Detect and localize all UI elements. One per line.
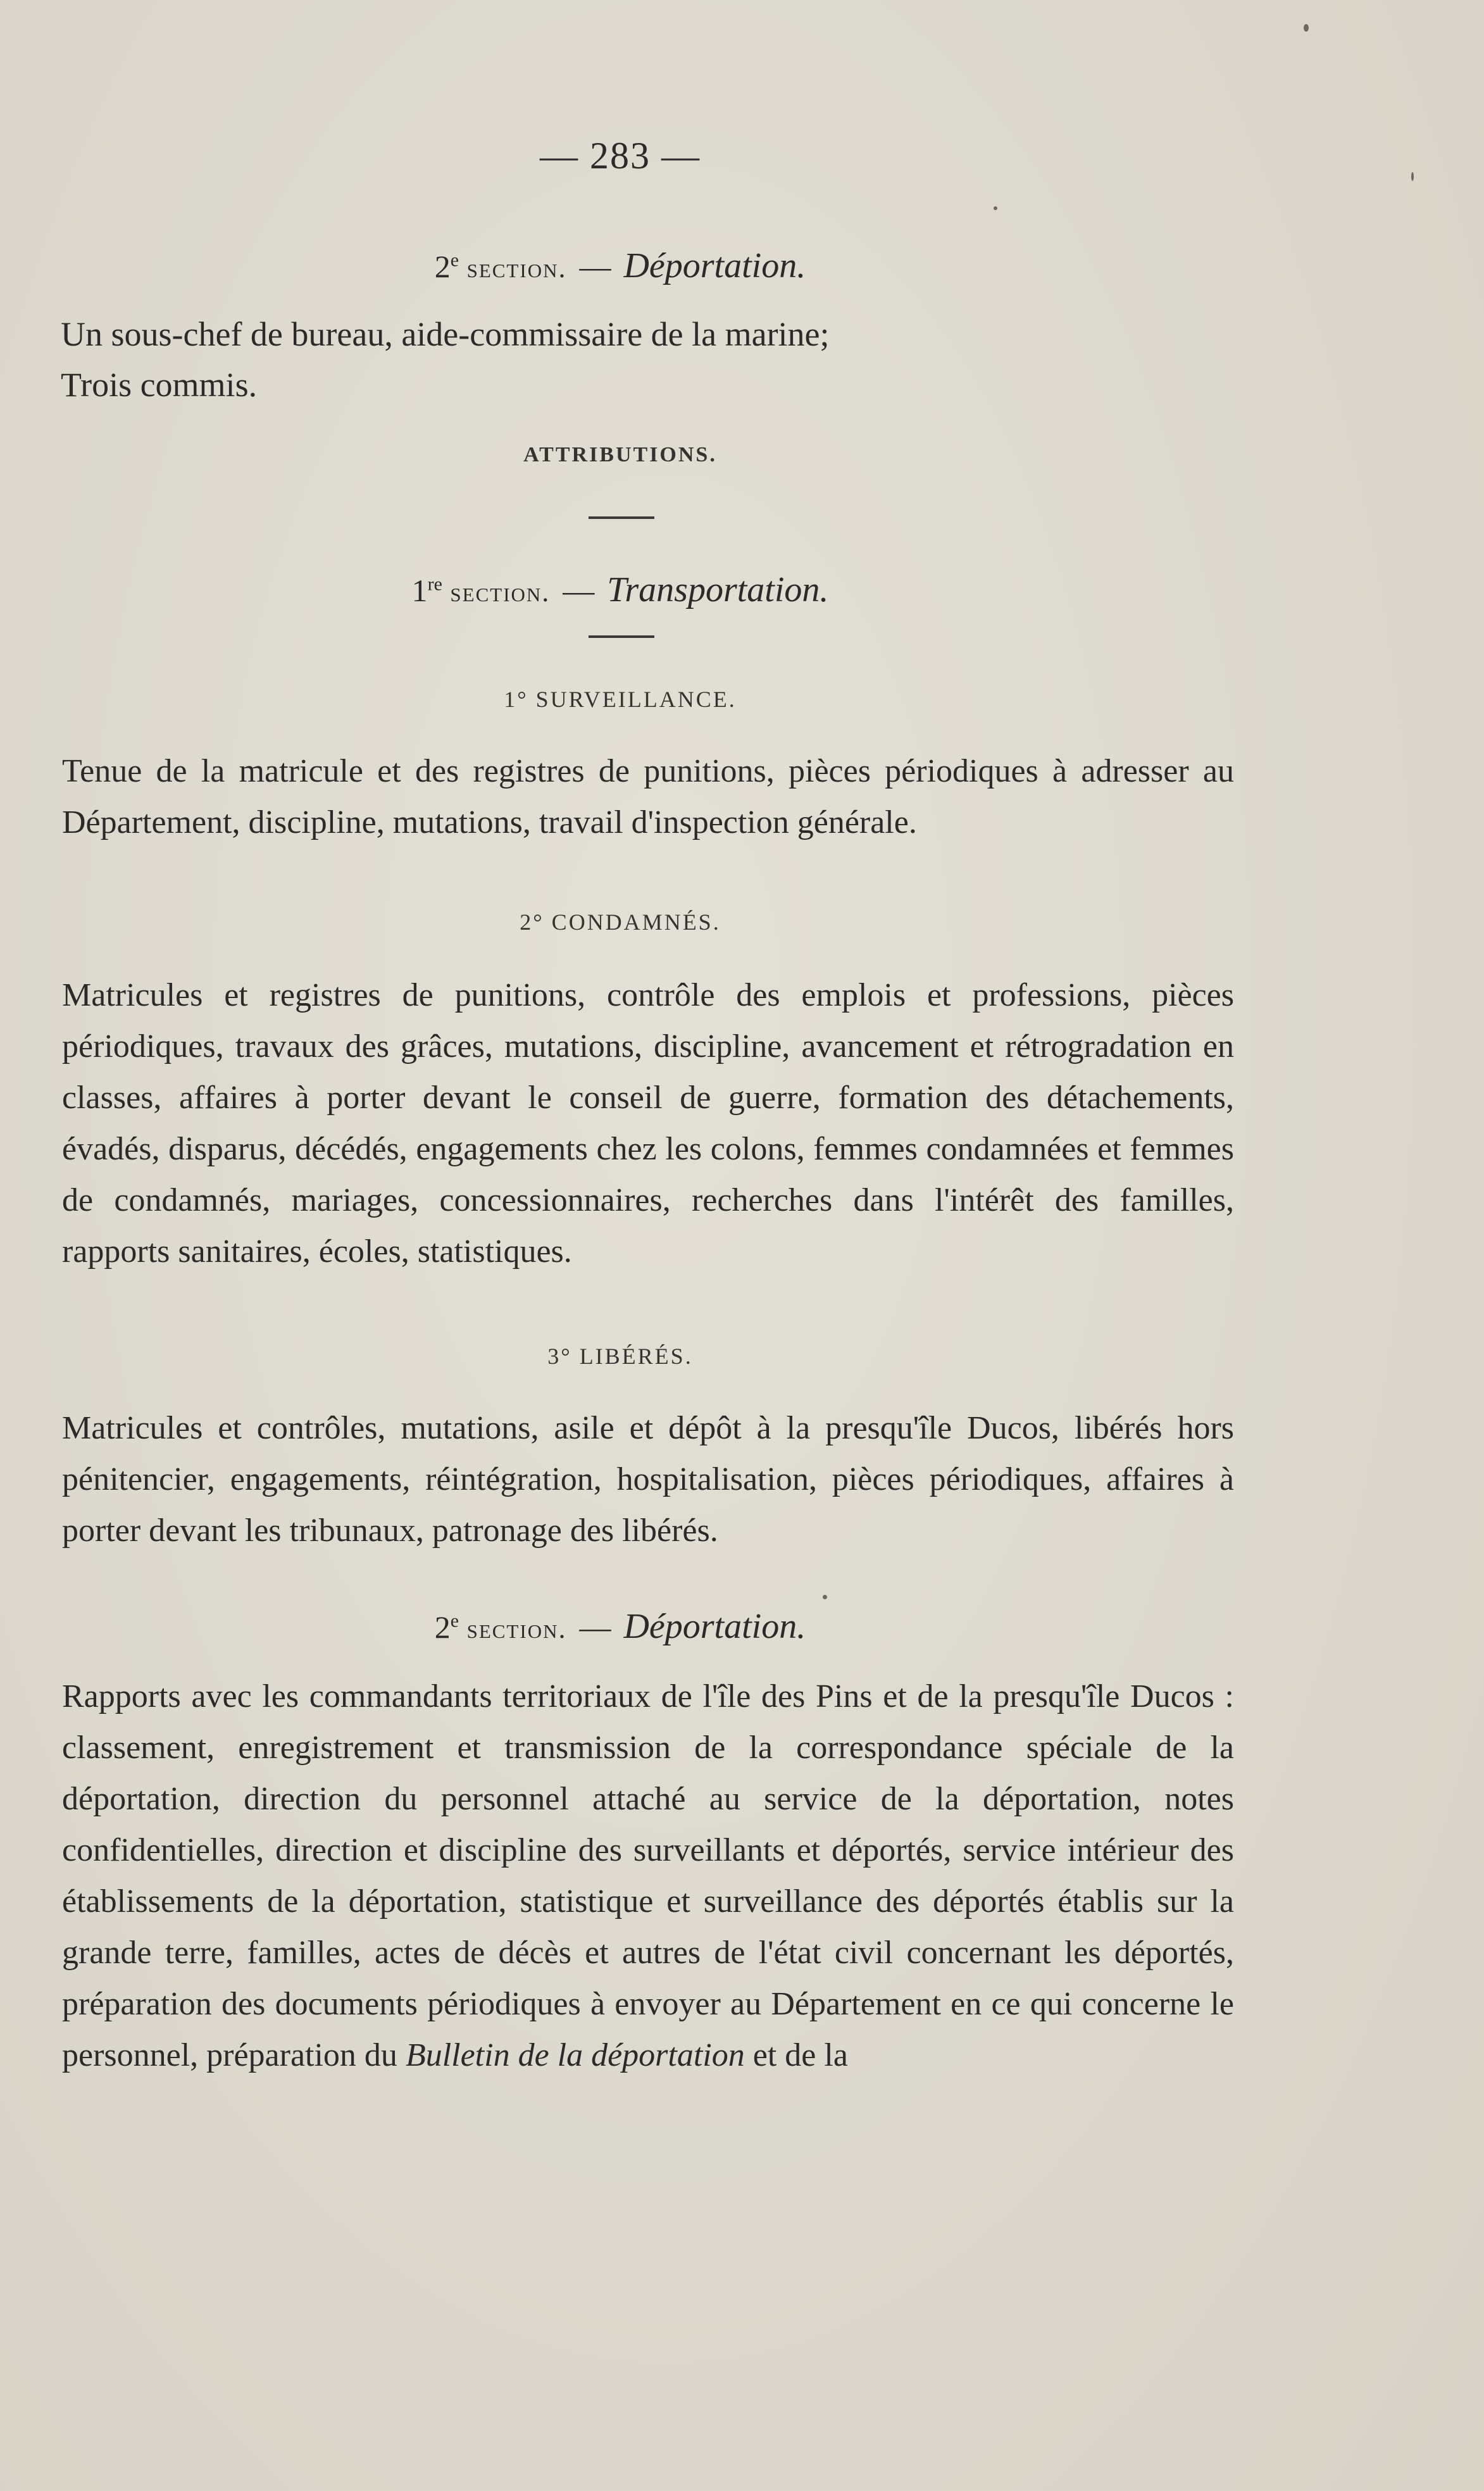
staff-line: Un sous-chef de bureau, aide-commissaire de la marine; [61, 315, 830, 353]
ink-speck [1411, 172, 1414, 181]
section-label: section. [450, 577, 551, 608]
divider-rule [589, 516, 654, 519]
section-heading-deportation-top [0, 246, 1240, 286]
section-label: section. [466, 1613, 567, 1644]
ink-speck [823, 1595, 827, 1599]
attributions-heading: ATTRIBUTIONS. [523, 443, 717, 466]
page-number: — 283 — [540, 135, 701, 177]
section-title: Déportation. [623, 246, 806, 285]
section-ordinal: 2e [434, 1609, 459, 1645]
section-label: section. [466, 253, 567, 284]
deportation-text-tail: et de la [752, 2037, 848, 2073]
deportation-text [62, 1671, 1234, 2081]
ink-speck [1304, 24, 1309, 32]
subsection-title-liberes: 3° LIBÉRÉS. [547, 1344, 693, 1369]
subsection-text-liberes: Matricules et contrôles, mutations, asile et dépôt à la presqu'île Ducos, libérés hors pénitencier, engagements, réintégration, hospitalisation, pièces périodiques, affaires à porter devant les tribunaux, patronage des libérés. [62, 1410, 1234, 1549]
deportation-text-main: Rapports avec les commandants territoriaux de l'île des Pins et de la presqu'île Ducos : classement, enregistrement et transmission de la correspondance spéciale de la déportation, direction du personnel attaché au service de la déportation, notes confidentielles, direction et discipline des surveillants et déportés, service intérieur des établissements de la déportation, statistique et surveillance des déportés établis sur la grande terre, familles, actes de décès et autres de l'état civil concernant les déportés, préparation des documents périodiques à envoyer au Département en ce qui concerne le personnel, préparation du [62, 1678, 1234, 2073]
section-dash: — [579, 1609, 611, 1645]
divider-rule [589, 635, 654, 638]
staff-line: Trois commis. [61, 366, 258, 404]
section-heading-deportation-bottom [0, 1606, 1240, 1647]
section-heading-transportation [0, 570, 1240, 610]
section-title: Transportation. [607, 570, 829, 609]
ink-speck [994, 206, 997, 210]
section-dash: — [579, 249, 611, 284]
section-title: Déportation. [623, 1607, 806, 1646]
section-ordinal: 2e [434, 249, 459, 284]
staff-list [61, 309, 1200, 410]
section-dash: — [563, 573, 595, 608]
subsection-title-surveillance: 1° SURVEILLANCE. [504, 687, 737, 712]
subsection-title-condamnes: 2° CONDAMNÉS. [520, 909, 721, 935]
bulletin-title: Bulletin de la déportation [405, 2037, 745, 2073]
subsection-text-condamnes: Matricules et registres de punitions, contrôle des emplois et professions, pièces périodiques, travaux des grâces, mutations, discipline, avancement et rétrogradation en classes, affaires à porter devant le conseil de guerre, formation des détachements, évadés, disparus, décédés, engagements chez les colons, femmes condamnées et femmes de condamnés, mariages, concessionnaires, recherches dans l'intérêt des familles, rapports sanitaires, écoles, statistiques. [62, 977, 1234, 1270]
section-ordinal: 1re [411, 573, 442, 608]
subsection-text-surveillance: Tenue de la matricule et des registres de punitions, pièces périodiques à adresser au Département, discipline, mutations, travail d'inspection générale. [62, 753, 1234, 840]
